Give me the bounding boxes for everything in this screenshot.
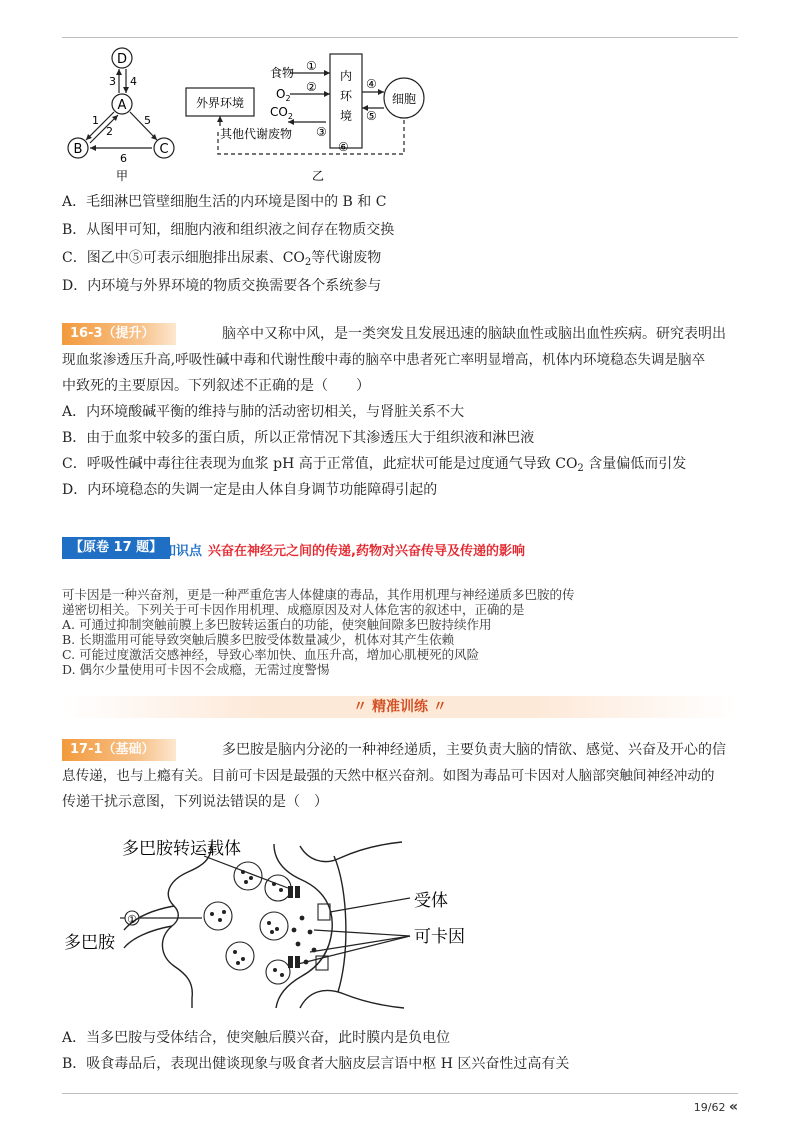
- q16-3-option-c-sub: 2: [577, 463, 584, 474]
- q16-3-stem-line3: 中致死的主要原因。下列叙述不正确的是（ ）: [62, 378, 370, 394]
- inner-env-label-2: 环: [339, 89, 353, 103]
- edge-3-label: 3: [109, 75, 116, 88]
- orig-17-line1: 可卡因是一种兴奋剂，更是一种严重危害人体健康的毒品，其作用机理与神经递质多巴胺的传: [62, 587, 575, 602]
- top-rule: [62, 37, 738, 38]
- marker-3: ③: [316, 125, 327, 139]
- synapse-marker-1: ①: [127, 913, 137, 926]
- edge-4-label: 4: [130, 75, 137, 88]
- orig-17-option-d: D. 偶尔少量使用可卡因不会成瘾，无需过度警惕: [62, 662, 330, 677]
- orig-17-option-c: C. 可能过度激活交感神经，导致心率加快、血压升高，增加心肌梗死的风险: [62, 647, 480, 662]
- edge-2-label: 2: [106, 125, 113, 138]
- cocaine-label: 可卡因: [414, 927, 465, 947]
- waste-label: 其他代谢废物: [220, 127, 293, 141]
- orig-17-option-a: A. 可通过抑制突触前膜上多巴胺转运蛋白的功能，使突触间隙多巴胺持续作用: [62, 617, 492, 632]
- marker-2: ②: [306, 80, 317, 94]
- precision-training-banner: [62, 696, 738, 718]
- page-arrows-icon: «: [728, 1099, 738, 1115]
- transporter-label: 多巴胺转运载体: [122, 839, 241, 859]
- page-number: 19/62: [693, 1101, 726, 1114]
- marker-5: ⑤: [366, 109, 377, 123]
- q16-option-c-post: 等代谢废物: [311, 250, 382, 266]
- q16-3-option-c-post: 含量偏低而引发: [583, 456, 687, 472]
- orig-17-line2: 递密切相关。下列关于可卡因作用机理、成瘾原因及对人体危害的叙述中，正确的是: [62, 602, 525, 617]
- orig-17-option-b: B. 长期滥用可能导致突触后膜多巴胺受体数量减少，机体对其产生依赖: [62, 632, 455, 647]
- q16-option-d: D．内环境与外界环境的物质交换需要各个系统参与: [62, 278, 382, 294]
- q16-option-b: B．从图甲可知，细胞内液和组织液之间存在物质交换: [62, 222, 395, 238]
- synapse-figure: [62, 832, 482, 1020]
- q17-1-stem-line3: 传递干扰示意图，下列说法错误的是（ ）: [62, 794, 328, 810]
- edge-5-label: 5: [144, 114, 151, 127]
- q17-1-badge: 17-1（基础）: [62, 739, 176, 761]
- node-b-label: B: [73, 142, 83, 157]
- inner-env-label-3: 境: [339, 109, 353, 123]
- inner-env-label-1: 内: [339, 69, 353, 83]
- outside-env-label: 外界环境: [195, 96, 245, 110]
- edge-6-label: 6: [120, 152, 127, 165]
- q17-1-option-a: A．当多巴胺与受体结合，使突触后膜兴奋，此时膜内是负电位: [62, 1030, 451, 1046]
- q17-1-stem-line1: 多巴胺是脑内分泌的一种神经递质，主要负责大脑的情欲、感觉、兴奋及开心的信: [222, 742, 726, 758]
- q16-3-option-c: [62, 454, 686, 479]
- marker-1: ①: [306, 59, 317, 73]
- knowledge-point-text: 兴奋在神经元之间的传递,药物对兴奋传导及传递的影响: [208, 544, 525, 559]
- receptor-label: 受体: [414, 891, 448, 911]
- q16-3-badge: 16-3（提升）: [62, 323, 176, 345]
- precision-training-title: 〃 精准训练 〃: [353, 699, 447, 715]
- q16-option-a: A．毛细淋巴管壁细胞生活的内环境是图中的 B 和 C: [62, 194, 387, 210]
- q16-option-c: [62, 248, 381, 273]
- page-footer: [694, 1099, 738, 1115]
- figure-jia: [62, 44, 187, 184]
- o2-label: $O_2$: [276, 87, 291, 103]
- figure-yi: [180, 46, 430, 184]
- marker-6: ⑥: [338, 140, 349, 154]
- q16-3-stem-line1: 脑卒中又称中风，是一类突发且发展迅速的脑缺血性或脑出血性疾病。研究表明出: [222, 326, 726, 342]
- bottom-rule: [62, 1093, 738, 1094]
- q17-1-stem-line2: 息传递，也与上瘾有关。目前可卡因是最强的天然中枢兴奋剂。如图为毒品可卡因对人脑部突触间神经冲动的: [62, 768, 715, 784]
- q16-3-option-a: A．内环境酸碱平衡的维持与肺的活动密切相关，与肾脏关系不大: [62, 404, 465, 420]
- orig-17-badge: 【原卷 17 题】: [62, 537, 170, 559]
- marker-4: ④: [366, 77, 377, 91]
- knowledge-point-label: 知识点: [163, 544, 203, 559]
- q16-3-stem-line2: 现血浆渗透压升高,呼吸性碱中毒和代谢性酸中毒的脑卒中患者死亡率明显增高，机体内环境稳态失调是脑卒: [62, 352, 706, 368]
- figure-yi-caption: 乙: [311, 169, 325, 183]
- node-a-label: A: [117, 98, 127, 113]
- dopamine-label: 多巴胺: [64, 933, 115, 953]
- q16-option-c-pre: C．图乙中⑤可表示细胞排出尿素、CO: [62, 250, 305, 266]
- q16-3-option-d: D．内环境稳态的失调一定是由人体自身调节功能障碍引起的: [62, 482, 438, 498]
- figure-jia-caption: 甲: [115, 169, 129, 183]
- q16-3-option-c-pre: C．呼吸性碱中毒往往表现为血浆 pH 高于正常值，此症状可能是过度通气导致 CO: [62, 456, 578, 472]
- q17-1-option-b: B．吸食毒品后，表现出健谈现象与吸食者大脑皮层言语中枢 H 区兴奋性过高有关: [62, 1056, 570, 1072]
- food-label: 食物: [270, 66, 295, 80]
- node-c-label: C: [159, 142, 169, 157]
- q16-3-option-b: B．由于血浆中较多的蛋白质，所以正常情况下其渗透压大于组织液和淋巴液: [62, 430, 535, 446]
- cell-label: 细胞: [391, 92, 417, 106]
- edge-1-label: 1: [92, 114, 99, 127]
- co2-label: $CO_2$: [270, 105, 293, 121]
- q16-option-c-sub: 2: [304, 257, 312, 268]
- node-d-label: D: [116, 52, 128, 67]
